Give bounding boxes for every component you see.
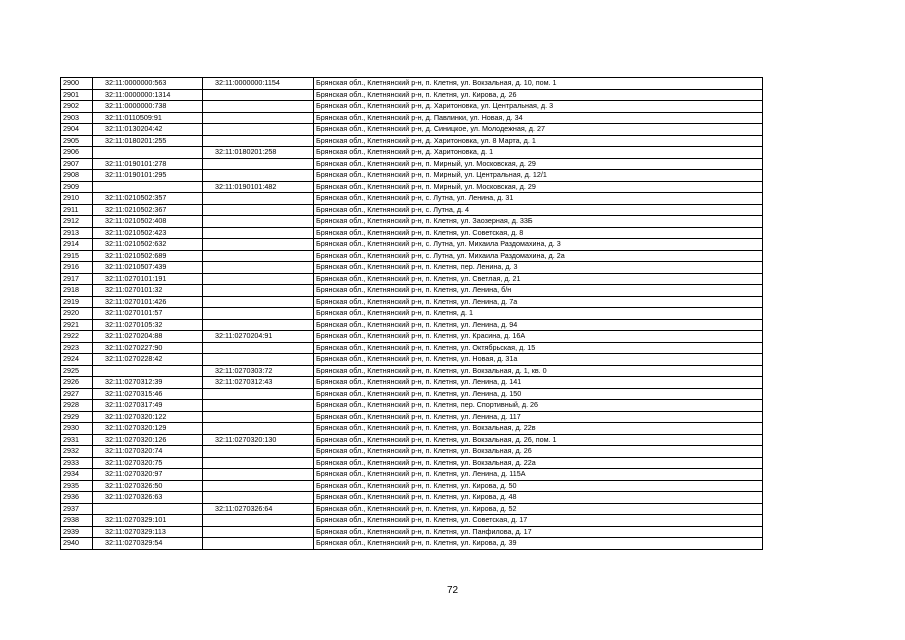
row-number-cell: 2926 (61, 377, 93, 389)
parent-cadastral-number-cell (203, 193, 314, 205)
cadastral-number-cell: 32:11:0130204:42 (93, 124, 203, 136)
cadastral-number-cell: 32:11:0270320:97 (93, 469, 203, 481)
parent-cadastral-number-cell (203, 101, 314, 113)
row-number-cell: 2920 (61, 308, 93, 320)
table-row (61, 227, 763, 239)
table-row (61, 354, 763, 366)
address-cell: Брянская обл., Клетнянский р-н, п. Клетня, ул. Заозерная, д. 33Б (314, 216, 763, 228)
parent-cadastral-number-cell (203, 262, 314, 274)
table-row (61, 285, 763, 297)
row-number-cell: 2902 (61, 101, 93, 113)
cadastral-number-cell: 32:11:0210502:357 (93, 193, 203, 205)
address-cell: Брянская обл., Клетнянский р-н, п. Клетня, ул. Вокзальная, д. 22а (314, 457, 763, 469)
cadastral-number-cell: 32:11:0270228:42 (93, 354, 203, 366)
row-number-cell: 2939 (61, 526, 93, 538)
parent-cadastral-number-cell (203, 124, 314, 136)
cadastral-number-cell: 32:11:0270329:113 (93, 526, 203, 538)
parent-cadastral-number-cell (203, 526, 314, 538)
row-number-cell: 2919 (61, 296, 93, 308)
address-cell: Брянская обл., Клетнянский р-н, д. Харитоновка, ул. Центральная, д. 3 (314, 101, 763, 113)
address-cell: Брянская обл., Клетнянский р-н, п. Клетня, ул. Ленина, д. 7а (314, 296, 763, 308)
registry-table-body (61, 78, 763, 550)
table-row (61, 377, 763, 389)
address-cell: Брянская обл., Клетнянский р-н, п. Клетня, ул. Вокзальная, д. 26 (314, 446, 763, 458)
cadastral-number-cell (93, 503, 203, 515)
parent-cadastral-number-cell (203, 538, 314, 550)
parent-cadastral-number-cell: 32:11:0000000:1154 (203, 78, 314, 90)
row-number-cell: 2907 (61, 158, 93, 170)
cadastral-number-cell (93, 147, 203, 159)
address-cell: Брянская обл., Клетнянский р-н, д. Павлинки, ул. Новая, д. 34 (314, 112, 763, 124)
row-number-cell: 2917 (61, 273, 93, 285)
cadastral-number-cell: 32:11:0270101:426 (93, 296, 203, 308)
cadastral-number-cell: 32:11:0210507:439 (93, 262, 203, 274)
row-number-cell: 2906 (61, 147, 93, 159)
address-cell: Брянская обл., Клетнянский р-н, п. Клетня, ул. Кирова, д. 48 (314, 492, 763, 504)
parent-cadastral-number-cell (203, 135, 314, 147)
parent-cadastral-number-cell (203, 515, 314, 527)
address-cell: Брянская обл., Клетнянский р-н, п. Клетня, д. 1 (314, 308, 763, 320)
cadastral-number-cell: 32:11:0270317:49 (93, 400, 203, 412)
table-row (61, 101, 763, 113)
parent-cadastral-number-cell (203, 89, 314, 101)
table-row (61, 112, 763, 124)
cadastral-number-cell: 32:11:0180201:255 (93, 135, 203, 147)
address-cell: Брянская обл., Клетнянский р-н, п. Клетня, ул. Вокзальная, д. 10, пом. 1 (314, 78, 763, 90)
cadastral-number-cell: 32:11:0110509:91 (93, 112, 203, 124)
address-cell: Брянская обл., Клетнянский р-н, с. Лутна, д. 4 (314, 204, 763, 216)
cadastral-number-cell (93, 365, 203, 377)
parent-cadastral-number-cell (203, 273, 314, 285)
cadastral-number-cell: 32:11:0210502:632 (93, 239, 203, 251)
table-row (61, 204, 763, 216)
cadastral-number-cell: 32:11:0270320:74 (93, 446, 203, 458)
row-number-cell: 2937 (61, 503, 93, 515)
table-row (61, 446, 763, 458)
cadastral-number-cell: 32:11:0270101:191 (93, 273, 203, 285)
table-row (61, 411, 763, 423)
table-row (61, 216, 763, 228)
row-number-cell: 2936 (61, 492, 93, 504)
address-cell: Брянская обл., Клетнянский р-н, с. Лутна, ул. Михаила Раздомахина, д. 2а (314, 250, 763, 262)
address-cell: Брянская обл., Клетнянский р-н, п. Клетня, ул. Вокзальная, д. 1, кв. 0 (314, 365, 763, 377)
address-cell: Брянская обл., Клетнянский р-н, с. Лутна, ул. Ленина, д. 31 (314, 193, 763, 205)
parent-cadastral-number-cell (203, 158, 314, 170)
address-cell: Брянская обл., Клетнянский р-н, п. Мирный, ул. Московская, д. 29 (314, 158, 763, 170)
row-number-cell: 2915 (61, 250, 93, 262)
page-number: 72 (446, 585, 459, 596)
address-cell: Брянская обл., Клетнянский р-н, п. Клетня, ул. Кирова, д. 39 (314, 538, 763, 550)
parent-cadastral-number-cell (203, 285, 314, 297)
table-row (61, 239, 763, 251)
table-row (61, 78, 763, 90)
table-row (61, 262, 763, 274)
cadastral-number-cell: 32:11:0270101:57 (93, 308, 203, 320)
address-cell: Брянская обл., Клетнянский р-н, п. Клетня, ул. Красина, д. 16А (314, 331, 763, 343)
cadastral-number-cell: 32:11:0270320:126 (93, 434, 203, 446)
address-cell: Брянская обл., Клетнянский р-н, п. Клетня, ул. Светлая, д. 21 (314, 273, 763, 285)
address-cell: Брянская обл., Клетнянский р-н, д. Синицкое, ул. Молодежная, д. 27 (314, 124, 763, 136)
parent-cadastral-number-cell: 32:11:0270204:91 (203, 331, 314, 343)
table-row (61, 331, 763, 343)
row-number-cell: 2908 (61, 170, 93, 182)
address-cell: Брянская обл., Клетнянский р-н, п. Клетня, ул. Ленина, д. 150 (314, 388, 763, 400)
address-cell: Брянская обл., Клетнянский р-н, п. Клетня, ул. Панфилова, д. 17 (314, 526, 763, 538)
address-cell: Брянская обл., Клетнянский р-н, п. Клетня, ул. Вокзальная, д. 26, пом. 1 (314, 434, 763, 446)
cadastral-number-cell: 32:11:0000000:1314 (93, 89, 203, 101)
address-cell: Брянская обл., Клетнянский р-н, п. Клетня, пер. Спортивный, д. 26 (314, 400, 763, 412)
parent-cadastral-number-cell (203, 446, 314, 458)
parent-cadastral-number-cell (203, 400, 314, 412)
address-cell: Брянская обл., Клетнянский р-н, п. Клетня, ул. Октябрьская, д. 15 (314, 342, 763, 354)
cadastral-number-cell: 32:11:0270326:50 (93, 480, 203, 492)
table-row (61, 457, 763, 469)
row-number-cell: 2925 (61, 365, 93, 377)
table-row (61, 526, 763, 538)
address-cell: Брянская обл., Клетнянский р-н, п. Клетня, ул. Ленина, д. 141 (314, 377, 763, 389)
row-number-cell: 2938 (61, 515, 93, 527)
table-row (61, 492, 763, 504)
parent-cadastral-number-cell (203, 411, 314, 423)
table-row (61, 434, 763, 446)
cadastral-number-cell (93, 181, 203, 193)
cadastral-number-cell: 32:11:0270101:32 (93, 285, 203, 297)
parent-cadastral-number-cell (203, 250, 314, 262)
parent-cadastral-number-cell: 32:11:0190101:482 (203, 181, 314, 193)
cadastral-number-cell: 32:11:0210502:408 (93, 216, 203, 228)
cadastral-number-cell: 32:11:0210502:367 (93, 204, 203, 216)
table-row (61, 181, 763, 193)
row-number-cell: 2929 (61, 411, 93, 423)
parent-cadastral-number-cell (203, 388, 314, 400)
parent-cadastral-number-cell: 32:11:0180201:258 (203, 147, 314, 159)
table-row (61, 296, 763, 308)
parent-cadastral-number-cell (203, 170, 314, 182)
row-number-cell: 2909 (61, 181, 93, 193)
cadastral-number-cell: 32:11:0270326:63 (93, 492, 203, 504)
table-row (61, 147, 763, 159)
address-cell: Брянская обл., Клетнянский р-н, п. Клетня, ул. Ленина, д. 115А (314, 469, 763, 481)
address-cell: Брянская обл., Клетнянский р-н, п. Клетня, ул. Кирова, д. 52 (314, 503, 763, 515)
cadastral-number-cell: 32:11:0270320:75 (93, 457, 203, 469)
cadastral-number-cell: 32:11:0270329:101 (93, 515, 203, 527)
row-number-cell: 2931 (61, 434, 93, 446)
parent-cadastral-number-cell (203, 457, 314, 469)
address-cell: Брянская обл., Клетнянский р-н, п. Клетня, ул. Ленина, д. 117 (314, 411, 763, 423)
table-row (61, 250, 763, 262)
parent-cadastral-number-cell (203, 204, 314, 216)
table-row (61, 319, 763, 331)
address-cell: Брянская обл., Клетнянский р-н, п. Клетня, ул. Ленина, д. 94 (314, 319, 763, 331)
row-number-cell: 2923 (61, 342, 93, 354)
row-number-cell: 2935 (61, 480, 93, 492)
table-row (61, 538, 763, 550)
cadastral-number-cell: 32:11:0270329:54 (93, 538, 203, 550)
address-cell: Брянская обл., Клетнянский р-н, п. Клетня, ул. Советская, д. 8 (314, 227, 763, 239)
parent-cadastral-number-cell: 32:11:0270320:130 (203, 434, 314, 446)
row-number-cell: 2916 (61, 262, 93, 274)
cadastral-number-cell: 32:11:0270320:129 (93, 423, 203, 435)
parent-cadastral-number-cell (203, 227, 314, 239)
parent-cadastral-number-cell (203, 492, 314, 504)
row-number-cell: 2900 (61, 78, 93, 90)
row-number-cell: 2910 (61, 193, 93, 205)
row-number-cell: 2921 (61, 319, 93, 331)
address-cell: Брянская обл., Клетнянский р-н, п. Клетня, пер. Ленина, д. 3 (314, 262, 763, 274)
registry-table (60, 77, 763, 550)
parent-cadastral-number-cell (203, 423, 314, 435)
row-number-cell: 2901 (61, 89, 93, 101)
parent-cadastral-number-cell (203, 216, 314, 228)
row-number-cell: 2913 (61, 227, 93, 239)
table-row (61, 273, 763, 285)
row-number-cell: 2934 (61, 469, 93, 481)
parent-cadastral-number-cell (203, 308, 314, 320)
row-number-cell: 2911 (61, 204, 93, 216)
row-number-cell: 2903 (61, 112, 93, 124)
address-cell: Брянская обл., Клетнянский р-н, п. Клетня, ул. Кирова, д. 26 (314, 89, 763, 101)
address-cell: Брянская обл., Клетнянский р-н, д. Харитоновка, д. 1 (314, 147, 763, 159)
table-row (61, 170, 763, 182)
table-row (61, 342, 763, 354)
row-number-cell: 2940 (61, 538, 93, 550)
table-row (61, 515, 763, 527)
address-cell: Брянская обл., Клетнянский р-н, п. Клетня, ул. Ленина, б/н (314, 285, 763, 297)
cadastral-number-cell: 32:11:0270227:90 (93, 342, 203, 354)
table-row (61, 400, 763, 412)
table-row (61, 480, 763, 492)
table-row (61, 469, 763, 481)
row-number-cell: 2928 (61, 400, 93, 412)
parent-cadastral-number-cell (203, 239, 314, 251)
parent-cadastral-number-cell: 32:11:0270312:43 (203, 377, 314, 389)
row-number-cell: 2904 (61, 124, 93, 136)
table-row (61, 193, 763, 205)
row-number-cell: 2918 (61, 285, 93, 297)
row-number-cell: 2905 (61, 135, 93, 147)
parent-cadastral-number-cell (203, 296, 314, 308)
address-cell: Брянская обл., Клетнянский р-н, п. Клетня, ул. Новая, д. 31а (314, 354, 763, 366)
row-number-cell: 2927 (61, 388, 93, 400)
parent-cadastral-number-cell (203, 354, 314, 366)
table-row (61, 158, 763, 170)
cadastral-number-cell: 32:11:0210502:689 (93, 250, 203, 262)
table-row (61, 308, 763, 320)
address-cell: Брянская обл., Клетнянский р-н, п. Клетня, ул. Кирова, д. 50 (314, 480, 763, 492)
address-cell: Брянская обл., Клетнянский р-н, п. Мирный, ул. Московская, д. 29 (314, 181, 763, 193)
table-row (61, 135, 763, 147)
row-number-cell: 2932 (61, 446, 93, 458)
address-cell: Брянская обл., Клетнянский р-н, п. Клетня, ул. Советская, д. 17 (314, 515, 763, 527)
cadastral-number-cell: 32:11:0270312:39 (93, 377, 203, 389)
row-number-cell: 2914 (61, 239, 93, 251)
address-cell: Брянская обл., Клетнянский р-н, п. Клетня, ул. Вокзальная, д. 22в (314, 423, 763, 435)
parent-cadastral-number-cell (203, 469, 314, 481)
cadastral-number-cell: 32:11:0000000:738 (93, 101, 203, 113)
parent-cadastral-number-cell (203, 112, 314, 124)
table-row (61, 503, 763, 515)
parent-cadastral-number-cell (203, 480, 314, 492)
address-cell: Брянская обл., Клетнянский р-н, п. Мирный, ул. Центральная, д. 12/1 (314, 170, 763, 182)
parent-cadastral-number-cell: 32:11:0270303:72 (203, 365, 314, 377)
cadastral-number-cell: 32:11:0190101:295 (93, 170, 203, 182)
address-cell: Брянская обл., Клетнянский р-н, д. Харитоновка, ул. 8 Марта, д. 1 (314, 135, 763, 147)
row-number-cell: 2922 (61, 331, 93, 343)
row-number-cell: 2933 (61, 457, 93, 469)
cadastral-number-cell: 32:11:0270320:122 (93, 411, 203, 423)
cadastral-number-cell: 32:11:0270315:46 (93, 388, 203, 400)
parent-cadastral-number-cell (203, 319, 314, 331)
cadastral-number-cell: 32:11:0000000:563 (93, 78, 203, 90)
row-number-cell: 2912 (61, 216, 93, 228)
cadastral-number-cell: 32:11:0190101:278 (93, 158, 203, 170)
table-row (61, 89, 763, 101)
cadastral-number-cell: 32:11:0270105:32 (93, 319, 203, 331)
table-row (61, 365, 763, 377)
parent-cadastral-number-cell (203, 342, 314, 354)
table-row (61, 423, 763, 435)
cadastral-number-cell: 32:11:0210502:423 (93, 227, 203, 239)
parent-cadastral-number-cell: 32:11:0270326:64 (203, 503, 314, 515)
address-cell: Брянская обл., Клетнянский р-н, с. Лутна, ул. Михаила Раздомахина, д. 3 (314, 239, 763, 251)
table-row (61, 388, 763, 400)
cadastral-number-cell: 32:11:0270204:88 (93, 331, 203, 343)
row-number-cell: 2930 (61, 423, 93, 435)
table-row (61, 124, 763, 136)
row-number-cell: 2924 (61, 354, 93, 366)
